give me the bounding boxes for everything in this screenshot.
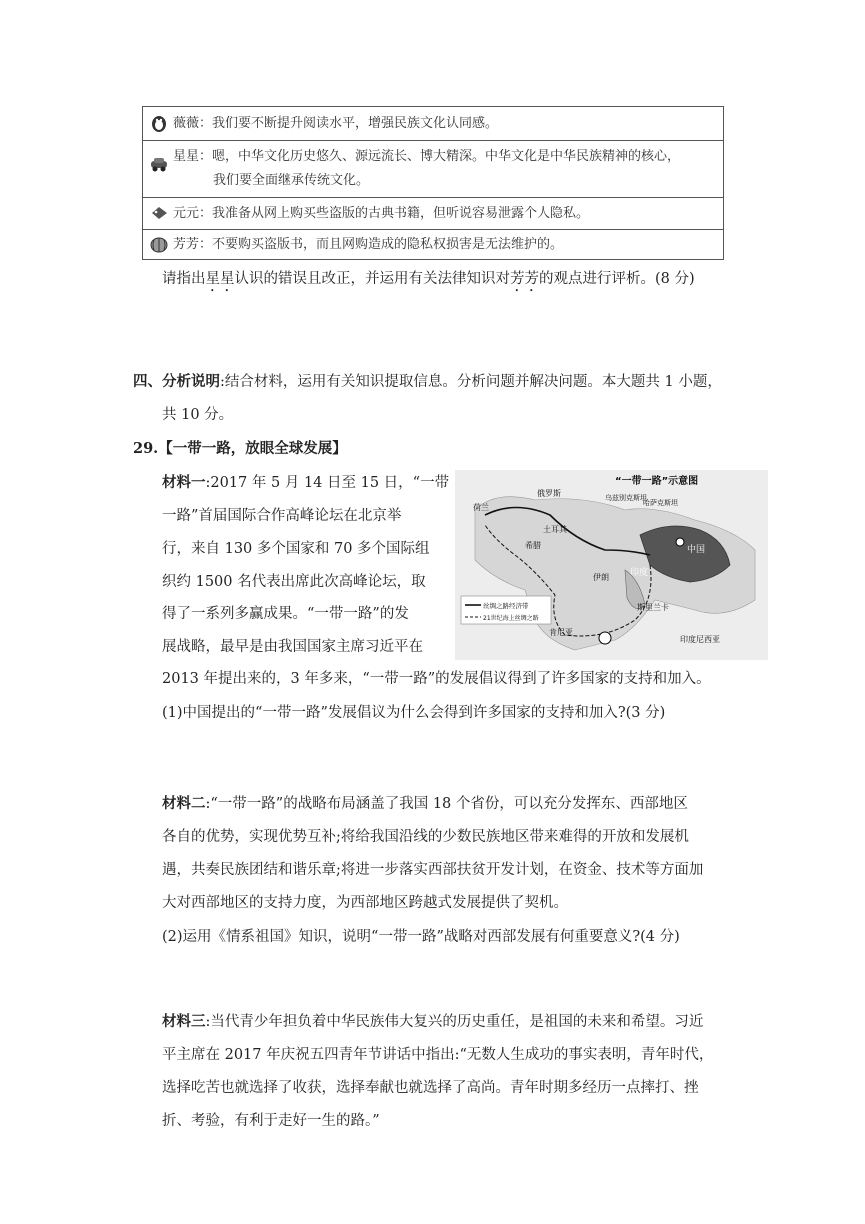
- section-desc: :结合材料，运用有关知识提取信息。分析问题并解决问题。本大题共 1 小题，: [220, 374, 722, 390]
- dialog-text: ：我准备从网上购买些盗版的古典书籍，但听说容易泄露个人隐私。: [199, 206, 590, 221]
- material-line: 遇，共奏民族团结和谐乐章;将进一步落实西部扶贫开发计划，在资金、技术等方面加: [162, 862, 704, 878]
- map-label: 希腊: [525, 541, 541, 550]
- map-label: 哈萨克斯坦: [643, 499, 678, 507]
- speaker-name: 元元: [173, 206, 200, 221]
- speaker-name: 星星: [173, 149, 200, 164]
- material-line: 展战略，最早是由我国国家主席习近平在: [162, 639, 423, 655]
- material-line: [162, 794, 688, 814]
- emphasized-name: 芳芳: [510, 271, 539, 287]
- map-label: 荷兰: [473, 503, 489, 512]
- prompt-text: 认识的错误且改正，并运用有关法律知识对: [234, 271, 510, 287]
- material-line: 行，来自 130 多个国家和 70 多个国际组: [162, 541, 430, 557]
- material-line: [162, 473, 449, 493]
- map-label: 伊朗: [593, 573, 609, 582]
- legend-land: 丝绸之路经济带: [483, 602, 529, 610]
- speaker-name: 芳芳: [173, 237, 200, 252]
- material-line: 得了一系列多赢成果。“一带一路”的发: [162, 606, 409, 622]
- material-label: 材料一: [162, 474, 206, 491]
- material-line: 大对西部地区的支持力度，为西部地区跨越式发展提供了契机。: [162, 895, 568, 911]
- map-label: 斯里兰卡: [637, 603, 669, 612]
- pumpkin-icon: [149, 235, 169, 253]
- prompt-text: 请指出: [162, 271, 206, 287]
- speaker-name: 薇薇: [173, 116, 200, 131]
- material-line: 织约 1500 名代表出席此次高峰论坛，取: [162, 574, 426, 590]
- map-label: 中国: [687, 545, 706, 555]
- prompt-text: 的观点进行评析。(8 分): [539, 271, 695, 287]
- section-desc-cont: 共 10 分。: [162, 407, 234, 423]
- map-label: 肯尼亚: [549, 628, 573, 637]
- fish-icon: [149, 204, 169, 222]
- dialog-text: ：嗯，中华文化历史悠久、源远流长、博大精深。中华文化是中华民族精神的核心，: [199, 149, 681, 164]
- material-line: [162, 1012, 703, 1032]
- map-label: 印度尼西亚: [680, 635, 720, 644]
- map-label: 土耳其: [543, 525, 567, 534]
- material-line: 选择吃苦也就选择了收获，选择奉献也就选择了高尚。青年时期多经历一点摔打、挫: [162, 1080, 699, 1096]
- material-text: :2017 年 5 月 14 日至 15 日，“一带: [205, 475, 450, 491]
- map-label: 印度: [630, 568, 649, 578]
- section-heading: [133, 372, 722, 392]
- emphasized-name: 星星: [205, 271, 235, 287]
- material-line: 2013 年提出来的，3 年多来，“一带一路”的发展倡议得到了许多国家的支持和加入。: [162, 671, 711, 687]
- dialog-table: [142, 106, 724, 260]
- material-label: 材料三: [162, 1013, 206, 1030]
- sub-question: (2)运用《情系祖国》知识，说明“一带一路”战略对西部发展有何重要意义?(4 分): [162, 929, 680, 945]
- section-title: 四、分析说明: [133, 373, 220, 390]
- dialog-row: [143, 230, 723, 259]
- q28-prompt: [162, 269, 695, 295]
- dialog-row: [143, 198, 723, 230]
- material-line: 平主席在 2017 年庆祝五四青年节讲话中指出:“无数人生成功的事实表明，青年时代，: [162, 1047, 714, 1063]
- material-line: 折、考验，有利于走好一生的路。”: [162, 1113, 380, 1129]
- question-title: 29.【一带一路，放眼全球发展】: [133, 440, 347, 457]
- legend-sea: 21世纪海上丝绸之路: [483, 615, 539, 622]
- penguin-icon: [149, 114, 169, 132]
- map-title: “一带一路”示意图: [615, 476, 699, 487]
- dialog-row: [143, 107, 723, 141]
- material-text: :当代青少年担负着中华民族伟大复兴的历史重任，是祖国的未来和希望。习近: [205, 1014, 704, 1030]
- dialog-text-cont: 我们要全面继承传统文化。: [213, 173, 370, 188]
- dialog-text: ：不要购买盗版书，而且网购造成的隐私权损害是无法维护的。: [199, 237, 564, 252]
- belt-road-map: [455, 470, 768, 660]
- car-icon: [149, 155, 169, 173]
- material-label: 材料二: [162, 795, 206, 812]
- map-label: 俄罗斯: [537, 489, 561, 498]
- material-text: :“一带一路”的战略布局涵盖了我国 18 个省份，可以充分发挥东、西部地区: [205, 796, 688, 812]
- material-line: 一路”首届国际合作高峰论坛在北京举: [162, 508, 402, 524]
- dialog-text: ：我们要不断提升阅读水平，增强民族文化认同感。: [199, 116, 499, 131]
- dialog-row: [143, 141, 723, 198]
- map-label: 乌兹别克斯坦: [605, 494, 647, 502]
- material-line: 各自的优势，实现优势互补;将给我国沿线的少数民族地区带来难得的开放和发展机: [162, 829, 689, 845]
- sub-question: (1)中国提出的“一带一路”发展倡议为什么会得到许多国家的支持和加入?(3 分): [162, 705, 666, 721]
